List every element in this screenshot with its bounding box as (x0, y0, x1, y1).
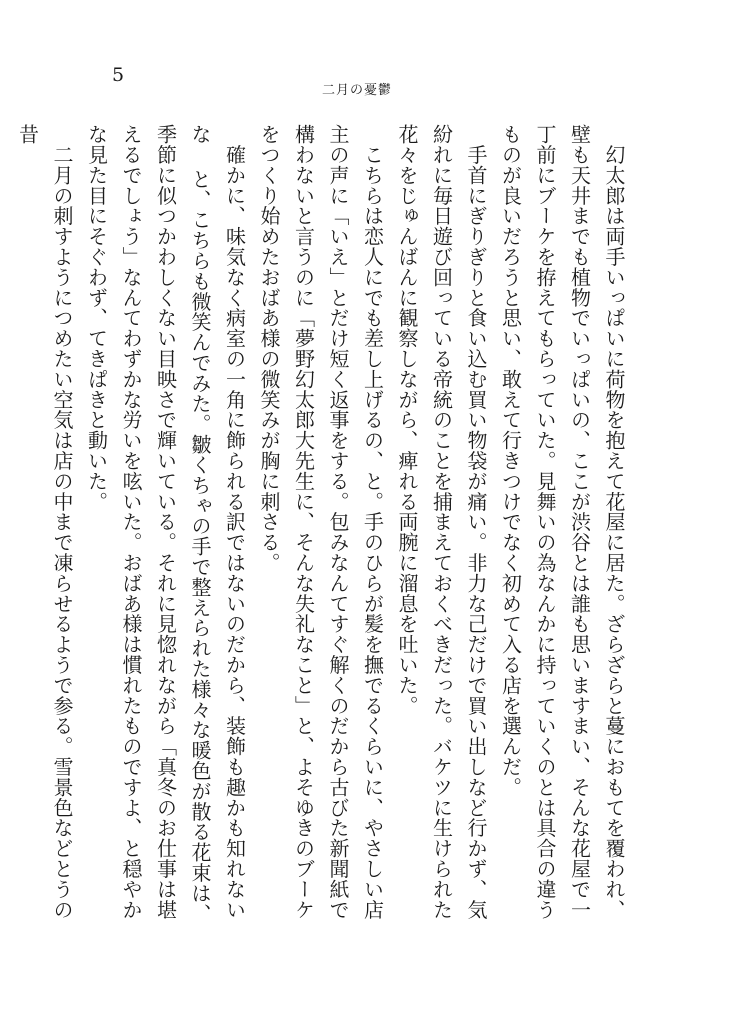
paragraph: こちらは恋人にでも差し上げるの、と。手のひらが髪を撫でるくらいに、やさしい店主の声に「いえ」とだけ短く返事をする。包みなんてすぐ解くのだから古びた新聞紙で構わないと言うのに「夢野幻太郎大先生に、そんな失礼なこと」と、よそゆきのブーケをつくり始めたおばあ様の微笑みが胸に刺さる。 (257, 124, 385, 920)
page-number: 5 (112, 64, 125, 86)
paragraph: 確かに、味気なく病室の一角に飾られる訳ではないのだから、装飾も趣かも知れないな と、こちらも微笑んでみた。皺くちゃの手で整えられた様々な暖色が散る花束は、季節に似つかわしくない目映さで輝いている。それに見惚れながら「真冬のお仕事は堪えるでしょう」なんてわずかな労いを呟いた。おばあ様は慣れたものですよ、と穏やかな見た目にそぐわず、てきぱきと動いた。 (84, 124, 247, 924)
paragraph: 幻太郎は両手いっぱいに荷物を抱えて花屋に居た。ざらざらと蔓におもてを覆われ、壁も天井までも植物でいっぱいの、ここが渋谷とは誰も思いますまい、そんな花屋で一丁前にブーケを拵えてもらっていた。見舞いの為なんかに持っていくのとは具合の違うものが良いだろうと思い、敢えて行きつけでなく初めて入る店を選んだ。 (498, 124, 626, 920)
body-text (15, 124, 631, 924)
running-head: 二月の憂鬱 (321, 83, 392, 98)
paragraph: 二月の刺すようにつめたい空気は店の中まで凍らせるようで参る。雪景色などとうの昔 (15, 124, 74, 920)
paragraph: 手首にぎりぎりと食い込む買い物袋が痛い。非力な己だけで買い出しなど行かず、気紛れに毎日遊び回っている帝統のことを捕まえておくべきだった。バケツに生けられた花々をじゅんばんに観察しながら、痺れる両腕に溜息を吐いた。 (395, 124, 488, 920)
